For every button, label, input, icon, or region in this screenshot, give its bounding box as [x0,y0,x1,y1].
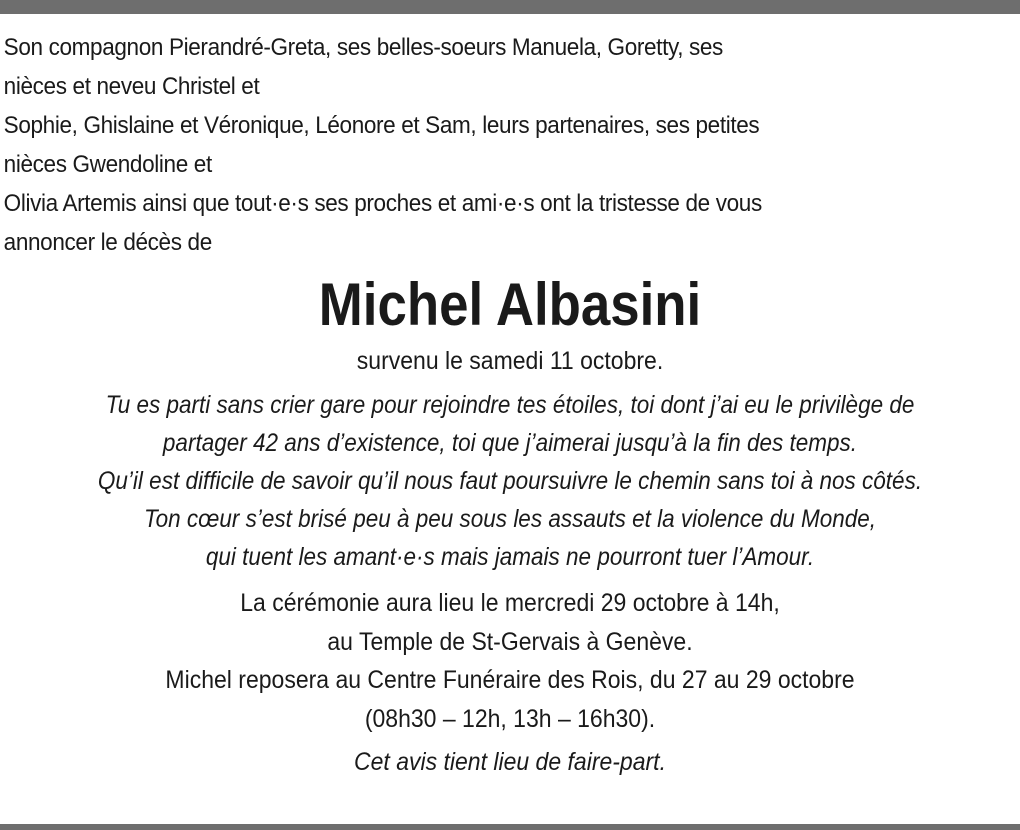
poem-line: Ton cœur s’est brisé peu à peu sous les assauts et la violence du Monde, [143,505,877,533]
intro-line: annoncer le décès de [3,229,212,256]
deceased-name: Michel Albasini [318,271,702,338]
top-border-rule [0,0,1020,14]
intro-line: Olivia Artemis ainsi que tout·e·s ses proches et ami·e·s ont la tristesse de vous [3,190,762,217]
poem-line: Qu’il est difficile de savoir qu’il nous faut poursuivre le chemin sans toi à nos côtés. [97,467,923,495]
death-date: survenu le samedi 11 octobre. [356,347,664,375]
poem-paragraph [51,386,969,576]
ceremony-line: (08h30 – 12h, 13h – 16h30). [364,704,656,733]
intro-paragraph [0,28,1010,262]
intro-line: nièces Gwendoline et [3,151,212,178]
poem-line: Tu es parti sans crier gare pour rejoindre tes étoiles, toi dont j’ai eu le privilège de [105,391,915,419]
intro-line: nièces et neveu Christel et [3,73,260,100]
ceremony-details [41,584,979,738]
poem-line: partager 42 ans d’existence, toi que j’aimerai jusqu’à la fin des temps. [162,429,858,457]
intro-line: Son compagnon Pierandré-Greta, ses belles-soeurs Manuela, Goretty, ses [3,34,723,61]
ceremony-line: La cérémonie aura lieu le mercredi 29 octobre à 14h, [240,589,780,617]
ceremony-line: Michel reposera au Centre Funéraire des Rois, du 27 au 29 octobre [165,666,855,694]
poem-line: qui tuent les amant·e·s mais jamais ne pourront tuer l’Amour. [205,543,815,571]
closing-note: Cet avis tient lieu de faire-part. [354,748,666,776]
ceremony-line: au Temple de St-Gervais à Genève. [327,627,693,656]
death-notice [0,28,1020,780]
intro-line: Sophie, Ghislaine et Véronique, Léonore et Sam, leurs partenaires, ses petites [3,112,760,139]
bottom-border-rule [0,824,1020,830]
